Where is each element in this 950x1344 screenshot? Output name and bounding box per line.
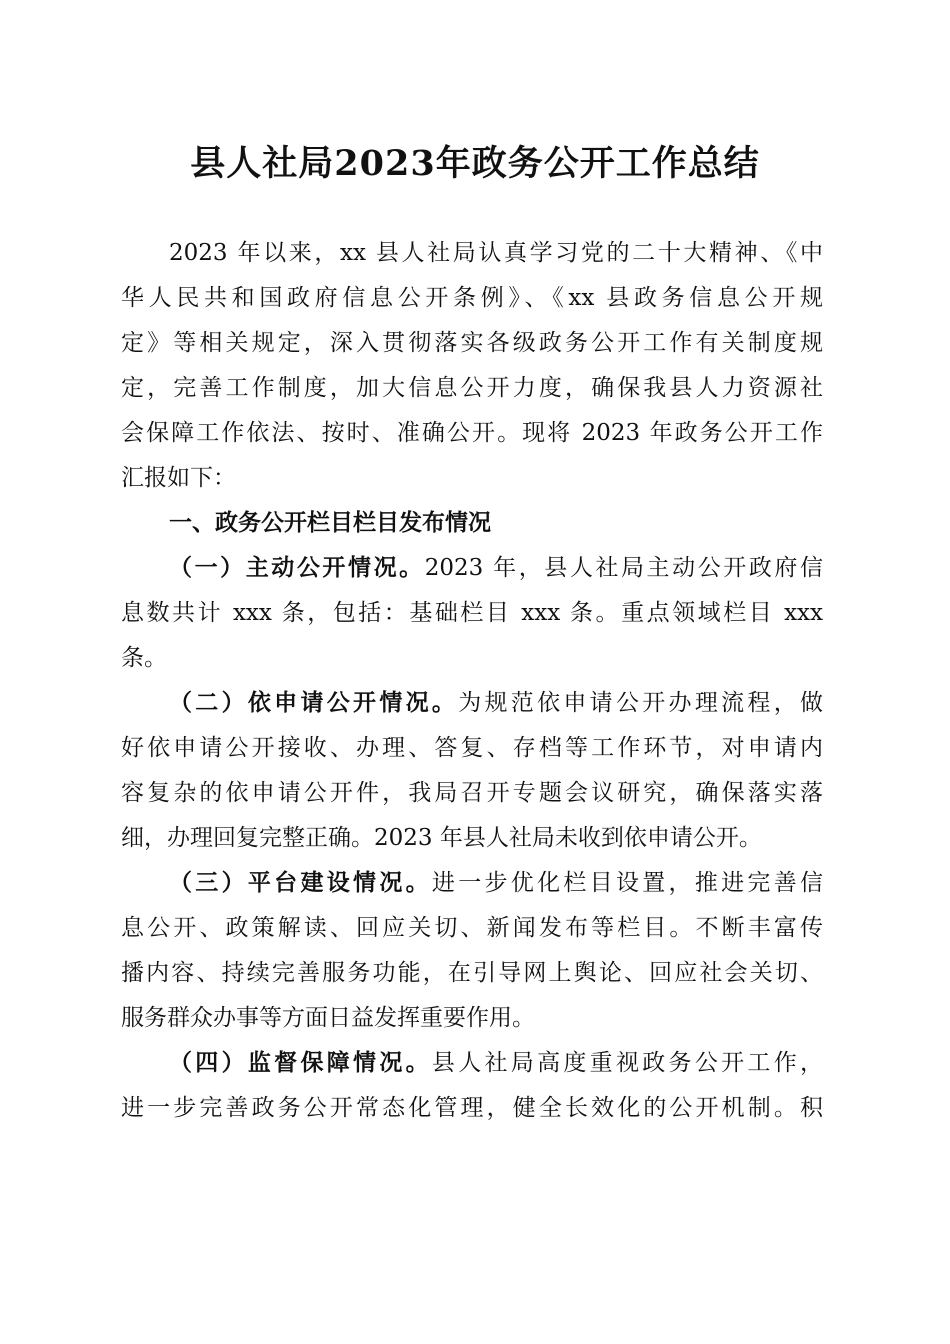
text-line: 进一步优化栏目设置，推进完善信 [431, 870, 824, 896]
paragraph-lead: （二）依申请公开情况。 [169, 690, 459, 716]
text-line: 条。 [121, 645, 167, 671]
text-line: 华人民共和国政府信息公开条例》、《xx 县政务信息公开规 [121, 285, 823, 311]
document-body [121, 233, 823, 1133]
paragraph-lead: （一）主动公开情况。 [169, 555, 425, 581]
text-line: 细，办理回复完整正确。2023 年县人社局未收到依申请公开。 [121, 825, 762, 851]
intro-paragraph [121, 233, 823, 503]
text-line: 汇报如下： [121, 465, 236, 491]
paragraph-application-disclosure [121, 683, 823, 863]
paragraph-proactive-disclosure [121, 548, 823, 683]
text-line: 县人社局高度重视政务公开工作， [431, 1050, 824, 1076]
paragraph-platform-construction [121, 863, 823, 1043]
text-line: 会保障工作依法、按时、准确公开。现将 2023 年政务公开工作 [121, 420, 823, 446]
text-line: 2023 年，县人社局主动公开政府信 [424, 555, 823, 581]
text-line: 息数共计 xxx 条，包括：基础栏目 xxx 条。重点领域栏目 xxx [121, 600, 823, 626]
text-line: 服务群众办事等方面日益发挥重要作用。 [121, 1005, 535, 1031]
text-line: 2023 年以来，xx 县人社局认真学习党的二十大精神、《中 [169, 240, 823, 266]
document-title: 县人社局2023年政务公开工作总结 [190, 143, 760, 184]
text-line: 为规范依申请公开办理流程，做 [458, 690, 824, 716]
text-line: 好依申请公开接收、办理、答复、存档等工作环节，对申请内 [121, 735, 823, 761]
text-line: 定》等相关规定，深入贯彻落实各级政务公开工作有关制度规 [121, 330, 823, 356]
text-line: 播内容、持续完善服务功能，在引导网上舆论、回应社会关切、 [121, 960, 823, 986]
text-line: 定，完善工作制度，加大信息公开力度，确保我县人力资源社 [121, 375, 823, 401]
text-line: 息公开、政策解读、回应关切、新闻发布等栏目。不断丰富传 [121, 915, 823, 941]
paragraph-lead: （三）平台建设情况。 [169, 870, 432, 896]
text-line: 容复杂的依申请公开件，我局召开专题会议研究，确保落实落 [121, 780, 823, 806]
text-line: 进一步完善政务公开常态化管理，健全长效化的公开机制。积 [121, 1095, 823, 1121]
paragraph-supervision [121, 1043, 823, 1133]
section-heading: 一、政务公开栏目栏目发布情况 [169, 510, 491, 536]
paragraph-lead: （四）监督保障情况。 [169, 1050, 432, 1076]
